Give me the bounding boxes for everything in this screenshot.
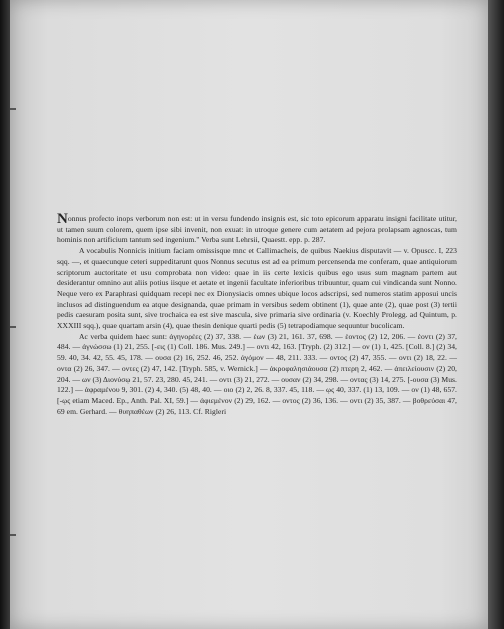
scan-left-edge bbox=[0, 0, 10, 629]
binding-mark bbox=[10, 534, 16, 536]
scan-right-edge bbox=[488, 0, 504, 629]
paragraph-3: Ac verba quidem haec sunt: ἀγηνορέες (2) 37, 338. — ἑων (3) 21, 161. 37, 698. — ἑοντος (2) 12, 206. — ἑοντι (2) 37, 484. — ἀγνώσσω (1) 21, 255. [-εις (1) Coll. 186. Mus. 249.] — οντι 42, 163. [Tryph. (2) 312.] — ον (1) 1, 425. [Coll. 8.] (2) 34, 59. 40, 34. 42, 55. 45, 178. — ουσα (2) 16, 252. 46, 252. ἀγόμον — 48, 211. 333. — οντος (2) 47, 355. — οντι (2) 18, 22. — οντα (2) 26, 347. — οντες (2) 47, 142. [Tryph. 585, v. Wernick.] — ἀκροφαλησιάουσα (2) πτερη 2, 462. — ἀπειλείουσιν (2) 20, 204. — ων (3) Διονύσῳ 21, 57. 23, 280. 45, 241. — οντι (3) 21, 272. — ουσαν (2) 34, 298. — οντας (3) 14, 275. [-ουσα (3) Mus. 122.] — ἀφραμένου 9, 301. (2) 4, 340. (5) 48, 40. — οιο (2) 2, 26. 8, 337. 45, 118. — ῳς 40, 337. (1) 13, 109. — ον (1) 48, 657. [-ῳς etiam Maced. Ep., Anth. Pal. XI, 59.] — ἀφιεμένον (2) 29, 162. — οντος (2) 36, 136. — οντι (2) 35, 387. — βοθρεύσαι 47, 69 em. Gerhard. — θυηπαθέων (2) 26, 113. Cf. Rigleri bbox=[57, 331, 457, 416]
dropcap-letter: N bbox=[57, 211, 68, 227]
binding-mark bbox=[10, 108, 16, 110]
book-page bbox=[10, 0, 488, 629]
paragraph-1-text: onnus profecto inops verborum non est: ut in versu fundendo insignis est, sic toto epicorum apparatu insigni facilitate utitur, ut tamen suum colorem, quem ipse sibi invenit, non exuat: in utroque genere cum aetatem ad pejora prolapsam agnoscas, tum hominis non artificium tantum sed ingenium." Verba sunt Lehrsii, Quaestt. epp. p. 287. bbox=[57, 214, 457, 245]
text-block bbox=[57, 211, 457, 417]
paragraph-2: A vocabulis Nonnicis initium faciam omissisque mnc et Callimacheis, de quibus Naekius disputavit — v. Opuscc. I, 223 sqq. —, et quaecunque ceteri suppeditarunt quos Nonnus secutus est ad ea primum percensenda me conferam, quae antiquiorum scriptorum auctoritate et usu comprobata non video: quae in iis certe lexicis quibus ego usus sum magnam partem aut desiderantur omnino aut aliis potius iisque et aetate et ingenii facultate inferioribus tribuuntur, quam cui vindicanda sunt Nonno. Neque vero ex Paraphrasi quidquam recepi nec ex Dionysiacis omnes ubique locos adscripsi, sed numeros statim apposui uncis inclusos ad distinguendum ea atque designanda, quae primam in versibus sedem obtinent (1), quae ante (2), quae post (3) tertii pedis caesuram posita sunt, sive trochaica ea est sive mascula, sive primaria sive ordinaria (v. Koechly Prolegg. ad Quintum, p. XXXIII sqq.), quae quartam arsin (4), quae thesin denique quarti pedis (5) tetrapodiamque sequuntur bucolicam. bbox=[57, 246, 457, 331]
binding-mark bbox=[10, 326, 16, 328]
paragraph-1 bbox=[57, 211, 457, 246]
